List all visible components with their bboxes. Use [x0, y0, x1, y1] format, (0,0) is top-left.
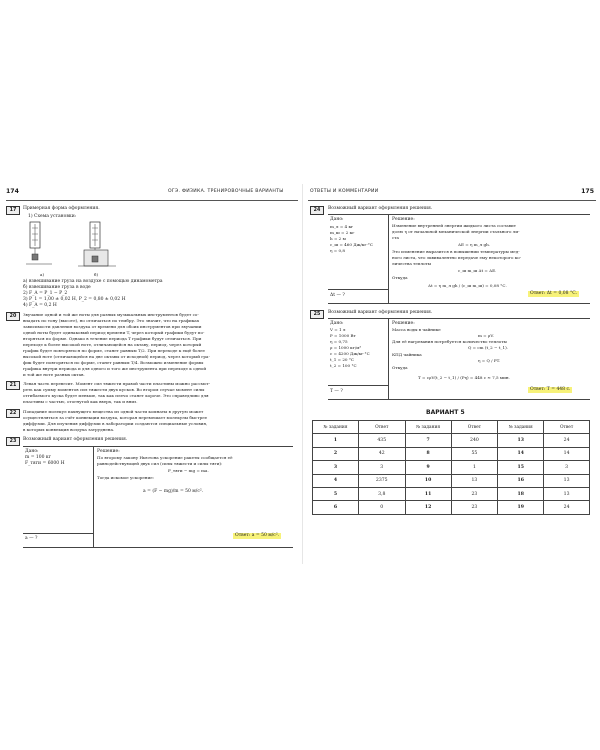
- table-header-row: [313, 421, 590, 434]
- solution-label: Решение:: [392, 217, 415, 222]
- q17-line: 3) P_1 = 1,00 ± 0,02 Н, P_2 = 0,80 ± 0,02 Н: [23, 297, 126, 302]
- solution-line: Для её нагревания потребуется количество теплоты: [392, 339, 507, 344]
- answer-cell: 13: [544, 474, 590, 487]
- table-row: [313, 501, 590, 514]
- task-number-cell: 10: [405, 474, 451, 487]
- question-number-23: 23: [6, 437, 20, 446]
- task-number-cell: 18: [498, 487, 544, 500]
- solution-formula: ΔE = η m_л gh.: [458, 242, 491, 247]
- left-running-head: [6, 188, 298, 201]
- book-spread: [0, 184, 600, 564]
- find-label: a — ?: [25, 536, 38, 541]
- q17-title: Примерная форма оформления.: [23, 206, 100, 211]
- find-label: T — ?: [330, 389, 343, 394]
- page-number: 175: [581, 188, 594, 195]
- right-page: [308, 184, 596, 564]
- given-item: ρ = 1000 кг/м³: [330, 345, 362, 350]
- given-item: η = 0,8: [330, 248, 345, 253]
- solution-line: Изменение внутренней энергии жидкого листа составит: [392, 223, 516, 228]
- answer-cell: 24: [544, 434, 590, 447]
- q21-line: отгибаемого куска будет меньше, так как плечо станет короче. Это справедливо для: [23, 393, 209, 398]
- q20-line: зависимости давления воздуха от времени для обоих инструментов при звучании: [23, 324, 202, 329]
- acceleration-formula: a = (F − mg)/m = 50 м/с².: [143, 489, 204, 494]
- q25-title: Возможный вариант оформления решения.: [328, 310, 433, 315]
- time-formula: T = cρV(t_2 − t_1) / (Pη) = 448 с ≈ 7,5 мин.: [418, 375, 510, 380]
- given-item: t_2 = 100 °С: [330, 363, 357, 368]
- question-number-20: 20: [6, 312, 20, 321]
- answer-cell: 435: [358, 434, 405, 447]
- given-item: m_л = 4 кг: [330, 224, 354, 229]
- task-number-cell: 3: [313, 461, 359, 474]
- given-item: c = 4200 Дж/кг·°С: [330, 351, 370, 356]
- q20-line: переходе к более высокой ноте, отличающейся на октаву, период, через который: [23, 342, 202, 347]
- answer-cell: 3: [358, 461, 405, 474]
- q17-line: 2) F_A = P_1 − P_2: [23, 291, 68, 296]
- q25-answer: Ответ: T = 448 с.: [530, 387, 571, 392]
- answer-cell: 24: [544, 501, 590, 514]
- answer-cell: 13: [451, 474, 498, 487]
- solution-line: По второму закону Ньютона ускорение ракеты сообщается её: [97, 455, 233, 460]
- q21-line: пластины с частью, отогнутой как вверх, так и вниз.: [23, 399, 138, 404]
- solution-line: Тогда искомое ускорение:: [97, 475, 155, 480]
- q17-line: а) взвешивание груза на воздухе с помощью динамометра: [23, 279, 163, 284]
- answer-cell: 1: [451, 461, 498, 474]
- right-running-head: [308, 188, 596, 201]
- figure-a-label: а): [40, 272, 45, 277]
- given-item: m = 100 кг: [25, 455, 52, 460]
- task-number-cell: 14: [498, 447, 544, 460]
- solution-formula: c_ш m_ш Δt = ΔE.: [458, 268, 497, 273]
- given-item: F_тяги = 6000 Н: [25, 461, 65, 466]
- task-number-cell: 16: [498, 474, 544, 487]
- solution-line: КПД чайника: [392, 352, 422, 357]
- given-item: P = 1000 Вт: [330, 333, 356, 338]
- task-number-cell: 12: [405, 501, 451, 514]
- column-header: Ответ: [451, 421, 498, 434]
- q20-line: Звучание одной и той же ноты для разных музыкальных инструментов будет со-: [23, 312, 199, 317]
- page-number: 174: [6, 188, 19, 195]
- answer-cell: 55: [451, 447, 498, 460]
- solution-label: Решение:: [392, 321, 415, 326]
- q23-answer: Ответ: a = 50 м/с².: [235, 533, 280, 538]
- solution-line: ного листа, что эквивалентно передаче ему некоторого ко-: [392, 255, 522, 260]
- table-row: [313, 474, 590, 487]
- task-number-cell: 15: [498, 461, 544, 474]
- answer-cell: 42: [358, 447, 405, 460]
- table-row: [313, 447, 590, 460]
- task-number-cell: 11: [405, 487, 451, 500]
- q22-line: диффузии. Для изучения диффузии в лаборатории создаются специальные условия,: [23, 421, 208, 426]
- answer-cell: 0: [358, 501, 405, 514]
- given-item: m_ш = 2 кг: [330, 230, 355, 235]
- answer-cell: 13: [544, 487, 590, 500]
- q17-line: б) взвешивание груза в воде: [23, 285, 91, 290]
- q20-line: одной ноты будет одинаковый период времени T, через который графики будут по-: [23, 330, 205, 335]
- column-header: Ответ: [358, 421, 405, 434]
- figure-b-label: б): [94, 272, 99, 277]
- solution-line: Откуда: [392, 275, 408, 280]
- answer-cell: 14: [544, 447, 590, 460]
- column-header: № задания: [498, 421, 544, 434]
- q20-line: высокой ноте (отличающейся на две октавы от исходной) период, через который гра-: [23, 354, 210, 359]
- task-number-cell: 2: [313, 447, 359, 460]
- solution-line: Откуда: [392, 365, 408, 370]
- solution-label: Решение:: [97, 449, 120, 454]
- q20-line: график будет повторяться по форме, станет равным T/2. При переходе к ещё более: [23, 348, 205, 353]
- table-row: [313, 487, 590, 500]
- q20-line: вторяться по форме. Однако в течение периода T графики будут отличаться. При: [23, 336, 202, 341]
- q21-line: Левая часть перевесит. Момент сил тяжести правой части пластины можно рассмот-: [23, 381, 211, 386]
- task-number-cell: 4: [313, 474, 359, 487]
- q22-line: осуществляться за счёт конвекции воздуха, которая перемешает молекулы быстрее: [23, 415, 208, 420]
- answer-cell: 3: [544, 461, 590, 474]
- given-item: η = 0,75: [330, 339, 348, 344]
- book-gutter: [302, 184, 303, 564]
- answer-cell: 23: [451, 487, 498, 500]
- task-number-cell: 7: [405, 434, 451, 447]
- solution-line: ста: [392, 235, 399, 240]
- solution-formula: F_тяги − mg = ma.: [168, 468, 209, 473]
- solution-line: равнодействующей двух сил (силы тяжести и силы тяги):: [97, 461, 223, 466]
- question-number-25: 25: [310, 310, 324, 319]
- q17-scheme-label: 1) Схема установки:: [28, 214, 77, 219]
- q20-line: фик будет повторяться по форме, станет равным T/4. Возможно изменение формы: [23, 360, 204, 365]
- answer-cell: 2375: [358, 474, 405, 487]
- q24-solution-box: [328, 214, 590, 304]
- question-number-24: 24: [310, 206, 324, 215]
- q24-answer: Ответ: Δt = 0,08 °С.: [530, 291, 578, 296]
- q20-line: и той же ноте разных октав.: [23, 372, 85, 377]
- q17-line: 4) F_A = 0,2 Н: [23, 303, 57, 308]
- running-title: ОТВЕТЫ И КОММЕНТАРИИ: [310, 189, 379, 194]
- solution-formula: η = Q / PT.: [478, 358, 501, 363]
- given-item: h = 2 м: [330, 236, 346, 241]
- given-label: Дано:: [25, 449, 39, 454]
- solution-formula: Q = cm (t_2 − t_1).: [468, 345, 508, 350]
- task-number-cell: 9: [405, 461, 451, 474]
- apparatus-figure: [26, 220, 126, 272]
- answer-cell: 3,8: [358, 487, 405, 500]
- question-number-22: 22: [6, 409, 20, 418]
- task-number-cell: 8: [405, 447, 451, 460]
- column-header: № задания: [313, 421, 359, 434]
- answers-table: [312, 420, 590, 515]
- q22-line: Попадание молекул пахнущего вещества из одной части комнаты в другую может: [23, 409, 204, 414]
- solution-line: Это изменение выразится в повышении температуры мед-: [392, 249, 520, 254]
- answer-cell: 240: [451, 434, 498, 447]
- task-number-cell: 19: [498, 501, 544, 514]
- task-number-cell: 13: [498, 434, 544, 447]
- given-item: c_ш = 460 Дж/кг·°С: [330, 242, 373, 247]
- given-label: Дано:: [330, 321, 344, 326]
- task-number-cell: 6: [313, 501, 359, 514]
- question-number-17: 17: [6, 206, 20, 215]
- left-page: [6, 184, 298, 564]
- column-header: № задания: [405, 421, 451, 434]
- q23-solution-box: [23, 446, 293, 548]
- solution-line: личества теплоты: [392, 261, 432, 266]
- q20-line: впадать по тону (высоте), но отличаться по тембру. Это значит, что на графиках: [23, 318, 200, 323]
- q25-solution-box: [328, 318, 590, 400]
- question-number-21: 21: [6, 381, 20, 390]
- task-number-cell: 5: [313, 487, 359, 500]
- running-title: ОГЭ. ФИЗИКА. ТРЕНИРОВОЧНЫЕ ВАРИАНТЫ: [168, 189, 284, 194]
- answer-cell: 23: [451, 501, 498, 514]
- given-item: V = 1 л: [330, 327, 346, 332]
- column-header: Ответ: [544, 421, 590, 434]
- q22-line: в которых конвекция воздуха затруднена.: [23, 427, 115, 432]
- delta-t-formula: Δt = η m_л gh / (c_ш m_ш) = 0,08 °С.: [428, 283, 507, 288]
- find-label: Δt — ?: [330, 293, 345, 298]
- given-label: Дано:: [330, 217, 344, 222]
- table-row: [313, 434, 590, 447]
- q21-line: реть как сумму моментов сил тяжести двух кусков. Во втором случае момент силы: [23, 387, 205, 392]
- given-item: t_1 = 20 °С: [330, 357, 355, 362]
- solution-line: долю η от начальной механической энергии стального ли-: [392, 229, 520, 234]
- solution-line: Масса воды в чайнике: [392, 327, 441, 332]
- q24-title: Возможный вариант оформления решения.: [328, 206, 433, 211]
- q20-line: графика внутри периода и для одного и того же инструмента при переходе к одной: [23, 366, 207, 371]
- solution-formula: m = ρV.: [478, 333, 494, 338]
- table-row: [313, 461, 590, 474]
- task-number-cell: 1: [313, 434, 359, 447]
- q23-title: Возможный вариант оформления решения.: [23, 437, 128, 442]
- variant-title: ВАРИАНТ 5: [426, 409, 465, 416]
